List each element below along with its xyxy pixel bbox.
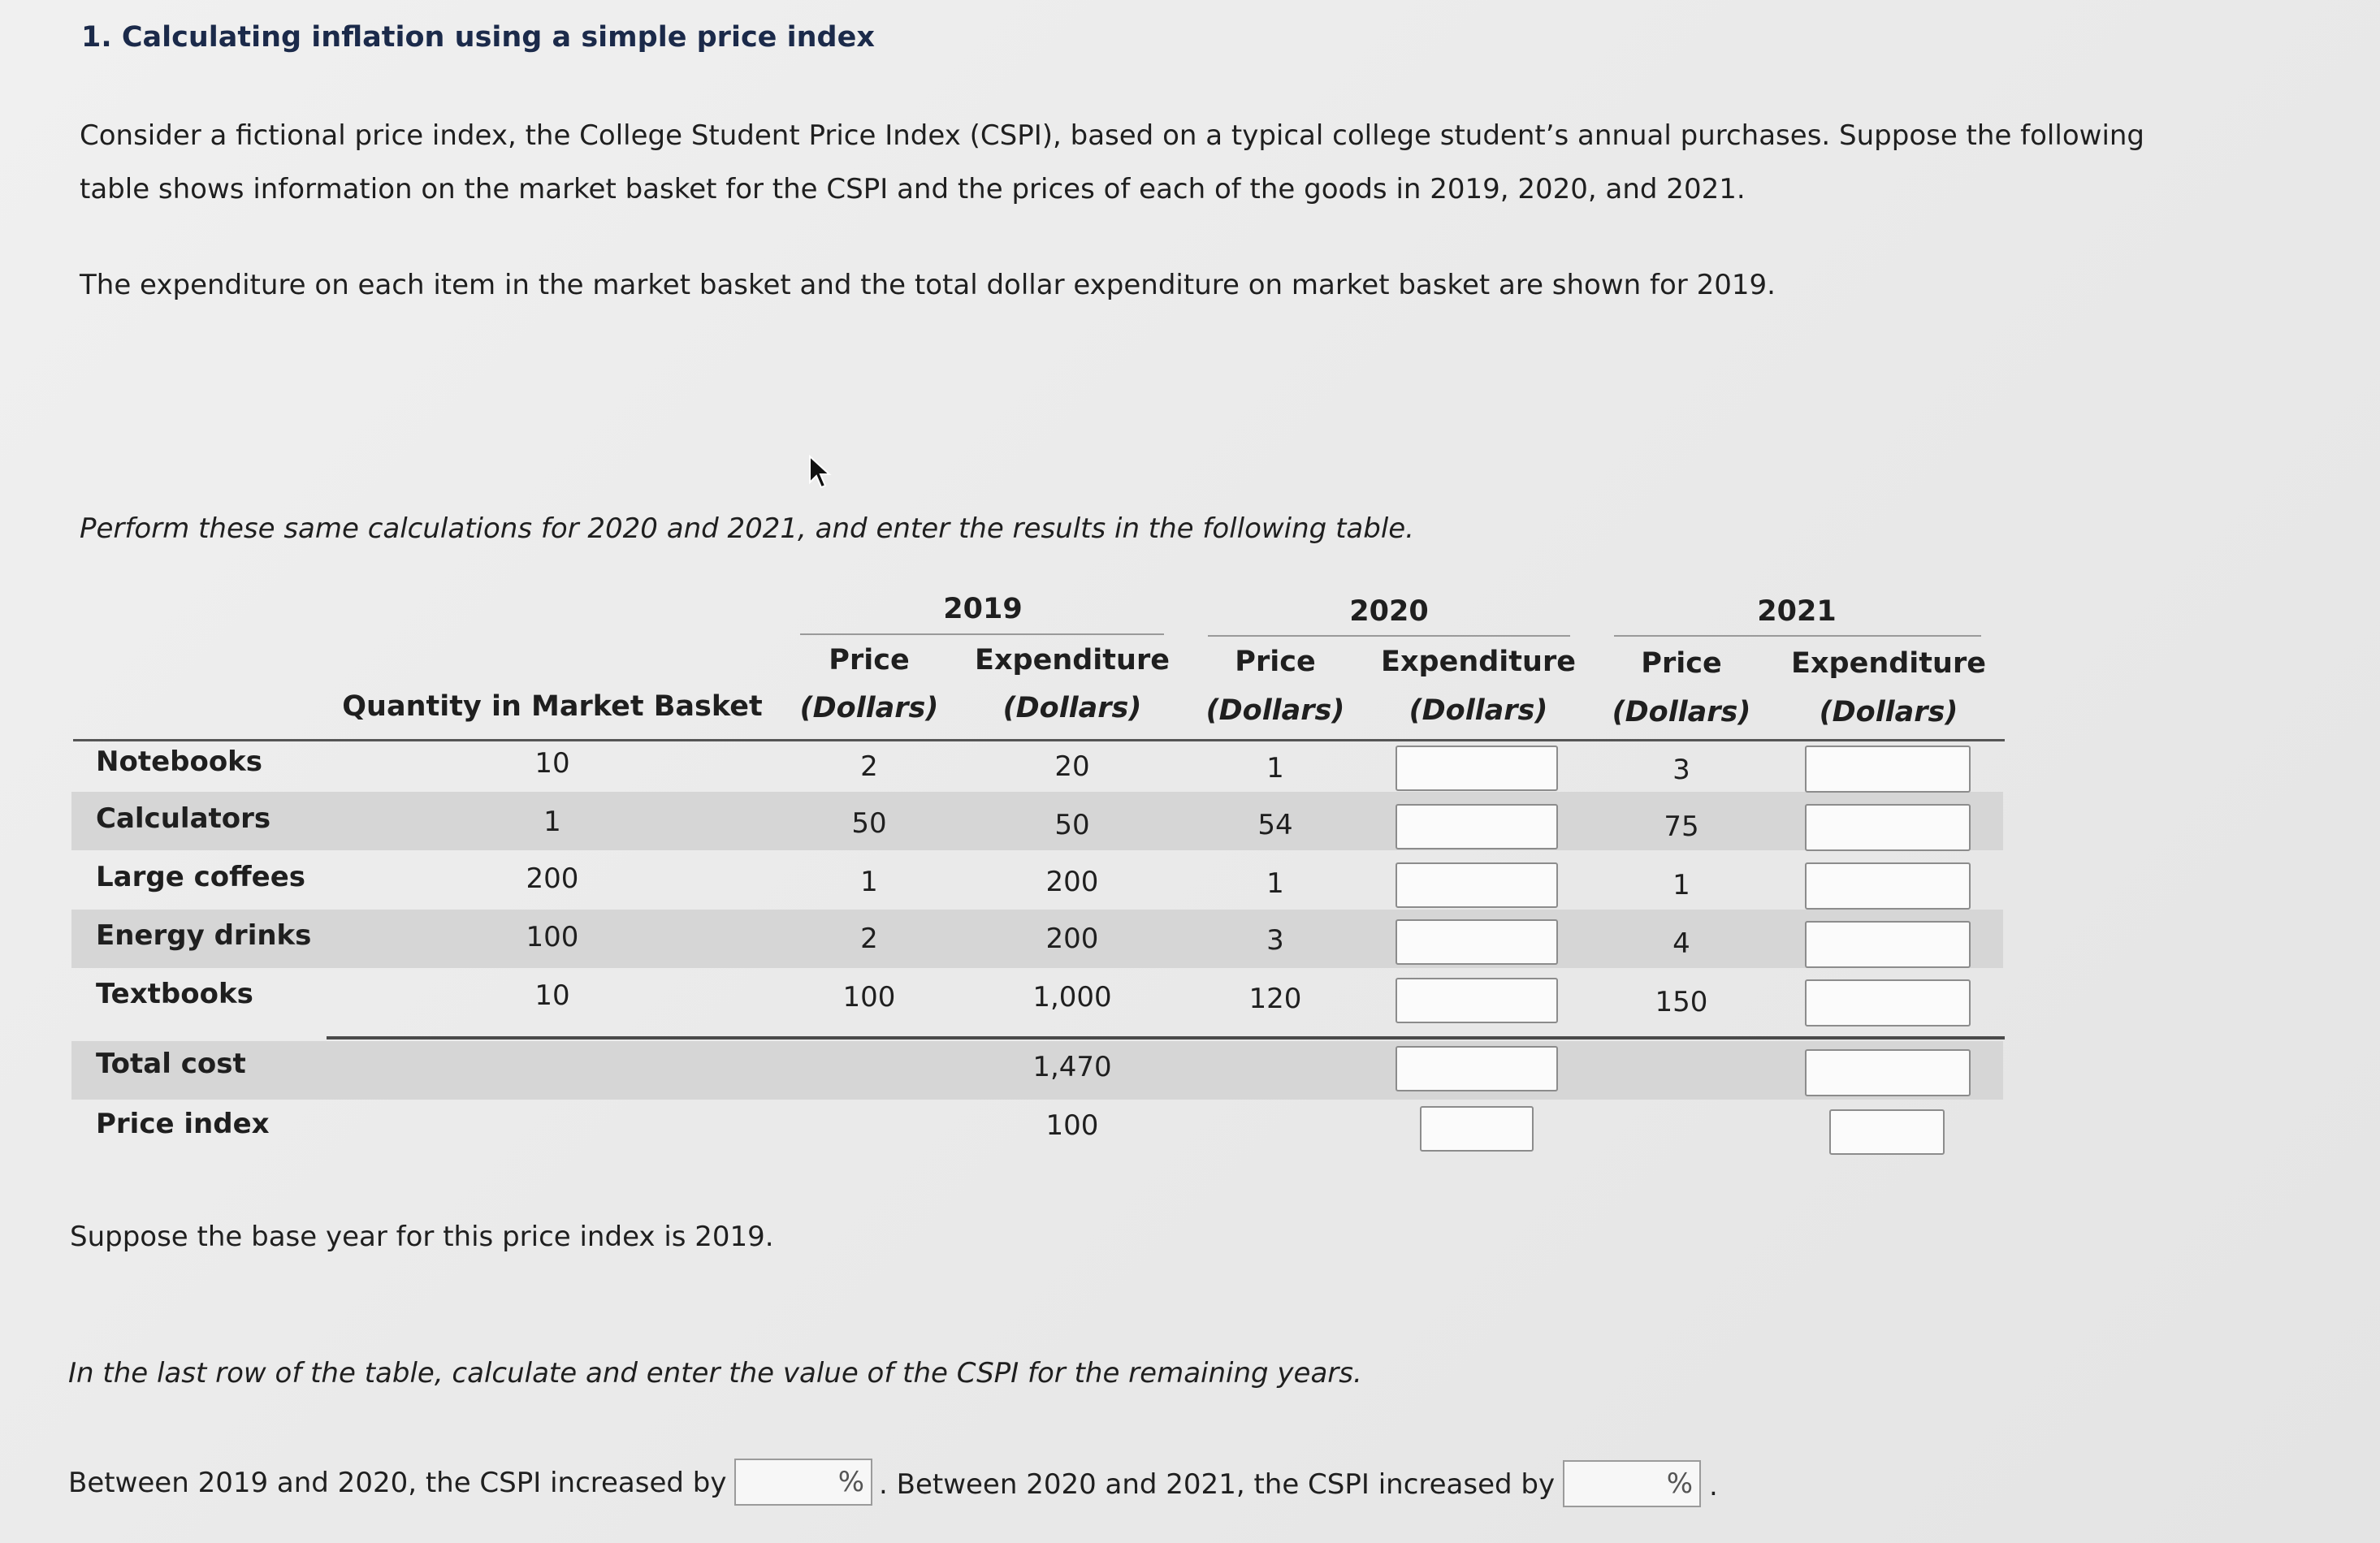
exp-2020-notebooks-input[interactable] (1396, 746, 1558, 791)
year-header-2020: 2020 (1349, 595, 1429, 628)
year-underline-2021 (1614, 635, 1981, 637)
row-label-energy-drinks: Energy drinks (96, 919, 312, 952)
price-2021-energy-drinks: 4 (1672, 927, 1690, 960)
intro-line-1: Consider a fictional price index, the College Student Price Index (CSPI), based on a typical college student’s annual purchases. Suppose the following (80, 119, 2145, 152)
total-divider (327, 1036, 2005, 1039)
increase-text-2: . Between 2020 and 2021, the CSPI increased by (879, 1468, 1556, 1501)
exp-2021-large-coffees-input[interactable] (1805, 862, 1971, 910)
price-2021-notebooks: 3 (1672, 754, 1690, 786)
price-2019-large-coffees: 1 (860, 866, 878, 898)
exp-2021-calculators-input[interactable] (1805, 804, 1971, 851)
exp-header-2020: Expenditure (1381, 646, 1576, 678)
exp-2020-energy-drinks-input[interactable] (1396, 919, 1558, 965)
exp-2019-notebooks: 20 (1054, 750, 1090, 783)
price-unit-2020: (Dollars) (1205, 694, 1345, 727)
price-2019-notebooks: 2 (860, 750, 878, 783)
price-2019-energy-drinks: 2 (860, 923, 878, 955)
percent-symbol-2: % (1666, 1467, 1693, 1500)
instruction-text: Perform these same calculations for 2020 and 2021, and enter the results in the following table. (80, 512, 1414, 545)
exp-2019-textbooks: 1,000 (1032, 981, 1112, 1014)
qty-notebooks: 10 (534, 747, 570, 780)
mouse-cursor-icon (808, 455, 833, 491)
qty-calculators: 1 (543, 806, 561, 838)
year-underline-2020 (1208, 635, 1570, 637)
total-2020-input[interactable] (1396, 1046, 1558, 1091)
total-2021-input[interactable] (1805, 1049, 1971, 1096)
intro-line-2: table shows information on the market basket for the CSPI and the prices of each of the goods in 2019, 2020, and 2021. (80, 173, 1746, 205)
row-label-notebooks: Notebooks (96, 746, 263, 778)
exp-2019-large-coffees: 200 (1045, 866, 1099, 898)
exp-2020-large-coffees-input[interactable] (1396, 862, 1558, 908)
price-header-2021: Price (1641, 647, 1722, 680)
exp-2021-notebooks-input[interactable] (1805, 746, 1971, 793)
price-2021-calculators: 75 (1664, 810, 1699, 843)
last-row-instruction: In the last row of the table, calculate and enter the value of the CSPI for the remaining years. (68, 1357, 1362, 1390)
exp-unit-2021: (Dollars) (1819, 696, 1958, 728)
expenditure-note: The expenditure on each item in the market basket and the total dollar expenditure on market basket are shown for 2019. (80, 269, 1776, 301)
year-header-2021: 2021 (1757, 595, 1837, 628)
increase-2019-2020-input[interactable] (734, 1459, 872, 1506)
year-underline-2019 (800, 633, 1164, 635)
price-unit-2021: (Dollars) (1612, 696, 1751, 728)
exp-header-2019: Expenditure (975, 644, 1170, 676)
price-2019-textbooks: 100 (842, 981, 896, 1014)
price-header-2019: Price (829, 644, 910, 676)
sentence-end: . (1709, 1470, 1718, 1502)
qty-header: Quantity in Market Basket (342, 690, 763, 723)
row-label-price-index: Price index (96, 1108, 270, 1140)
exp-unit-2020: (Dollars) (1409, 694, 1548, 727)
index-2021-input[interactable] (1829, 1109, 1945, 1155)
base-year-note: Suppose the base year for this price index is 2019. (70, 1221, 774, 1253)
qty-energy-drinks: 100 (526, 921, 579, 953)
question-title: 1. Calculating inflation using a simple price index (81, 21, 875, 54)
header-divider (73, 739, 2005, 741)
index-2020-input[interactable] (1420, 1106, 1534, 1152)
row-label-calculators: Calculators (96, 802, 271, 835)
price-2020-large-coffees: 1 (1266, 867, 1284, 900)
price-unit-2019: (Dollars) (799, 692, 939, 724)
row-label-total-cost: Total cost (96, 1048, 246, 1080)
increase-2020-2021-input[interactable] (1563, 1460, 1701, 1507)
index-2019: 100 (1045, 1109, 1099, 1142)
price-2021-large-coffees: 1 (1672, 869, 1690, 901)
increase-text-1: Between 2019 and 2020, the CSPI increased by (68, 1467, 727, 1499)
total-2019: 1,470 (1032, 1051, 1112, 1083)
price-2019-calculators: 50 (851, 807, 887, 840)
exp-2019-calculators: 50 (1054, 809, 1090, 841)
price-2020-calculators: 54 (1257, 809, 1293, 841)
exp-2020-textbooks-input[interactable] (1396, 978, 1558, 1023)
row-label-textbooks: Textbooks (96, 978, 253, 1010)
exp-unit-2019: (Dollars) (1002, 692, 1142, 724)
exp-2021-energy-drinks-input[interactable] (1805, 921, 1971, 968)
exp-2019-energy-drinks: 200 (1045, 923, 1099, 955)
qty-large-coffees: 200 (526, 862, 579, 895)
exp-header-2021: Expenditure (1791, 647, 1986, 680)
exp-2020-calculators-input[interactable] (1396, 804, 1558, 849)
row-label-large-coffees: Large coffees (96, 861, 306, 893)
percent-symbol-1: % (837, 1466, 864, 1498)
price-header-2020: Price (1235, 646, 1316, 678)
exp-2021-textbooks-input[interactable] (1805, 979, 1971, 1027)
year-header-2019: 2019 (943, 593, 1023, 625)
price-2020-notebooks: 1 (1266, 752, 1284, 784)
price-2021-textbooks: 150 (1655, 986, 1708, 1018)
price-2020-energy-drinks: 3 (1266, 924, 1284, 957)
price-2020-textbooks: 120 (1248, 983, 1302, 1015)
qty-textbooks: 10 (534, 979, 570, 1012)
